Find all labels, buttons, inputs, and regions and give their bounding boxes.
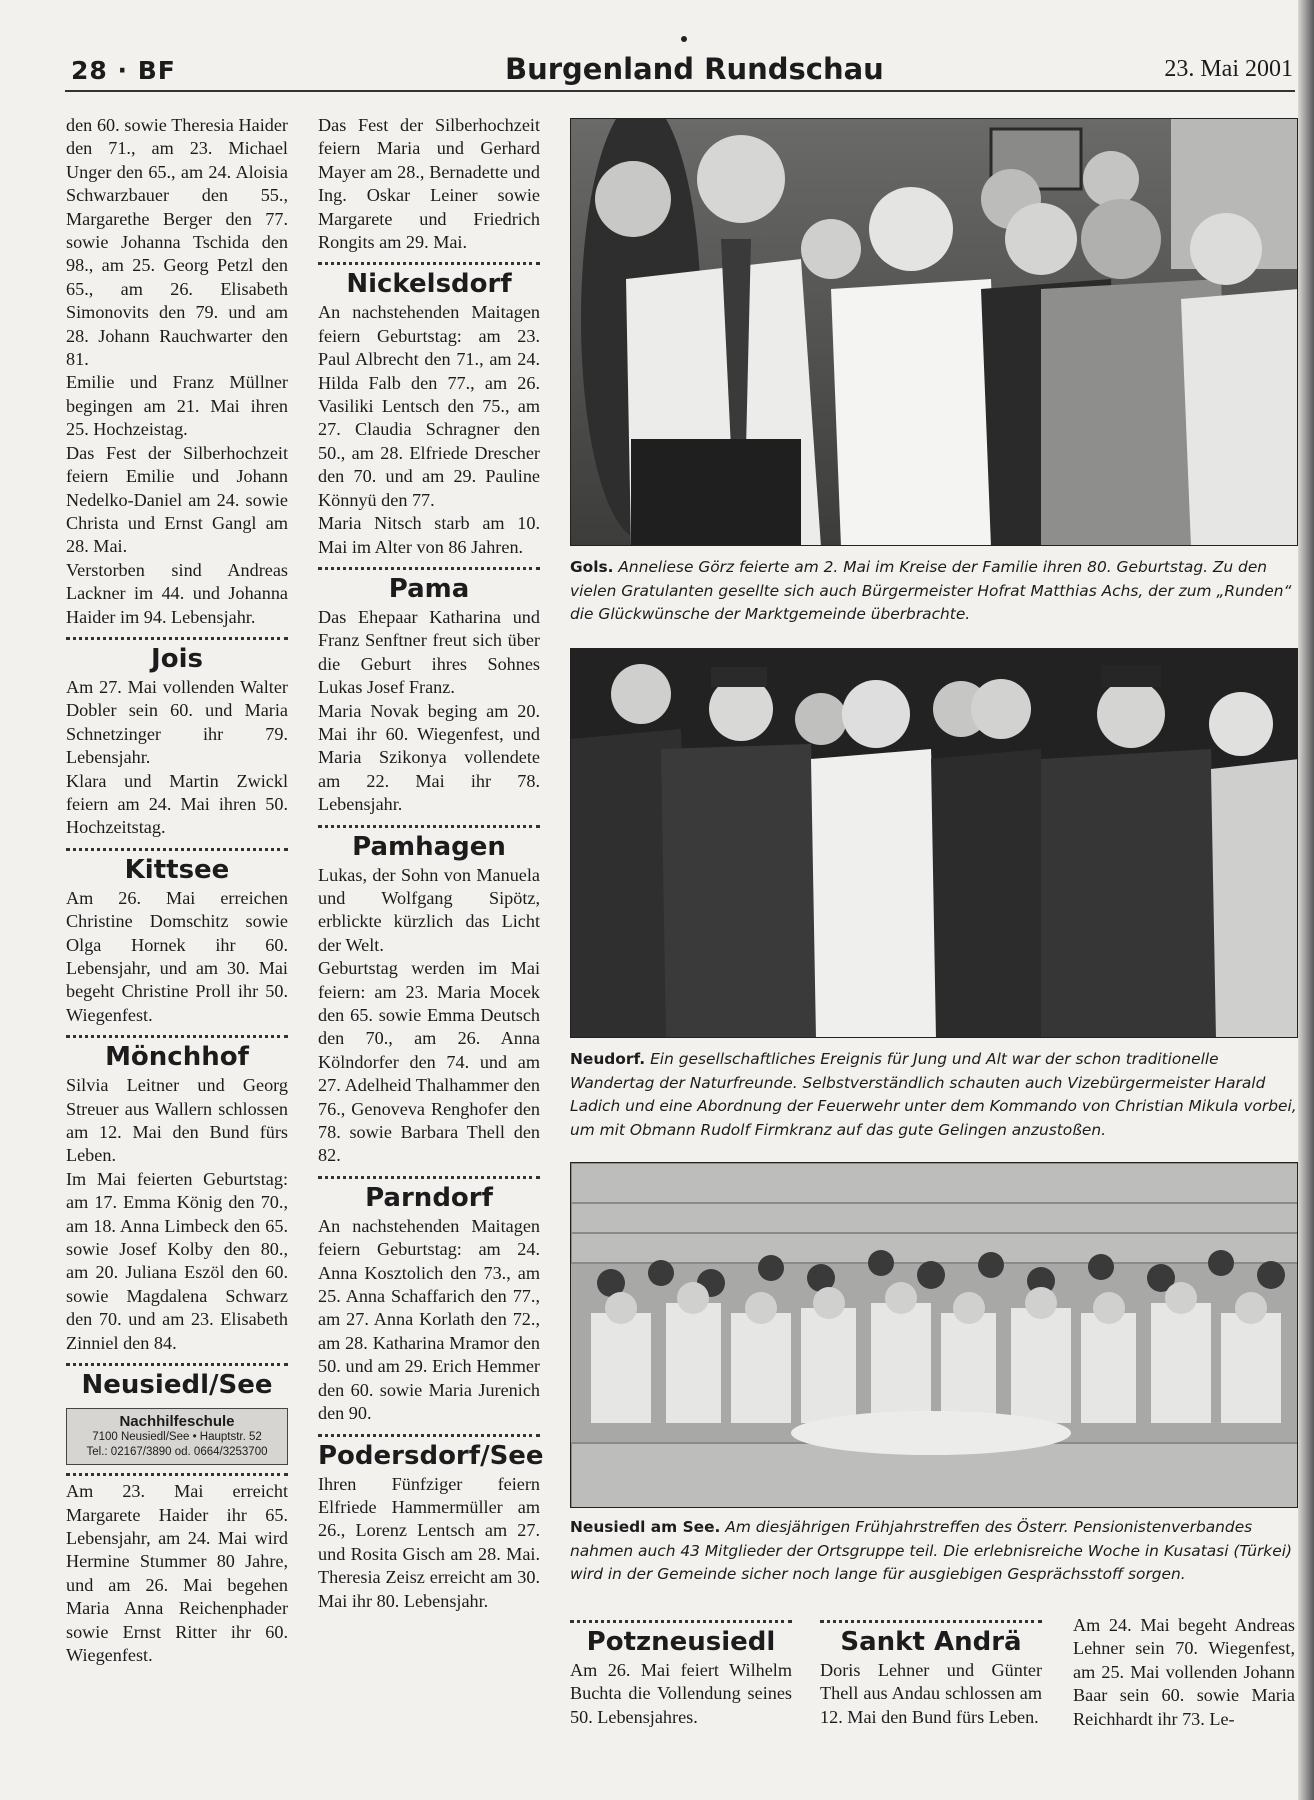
photo-neudorf-image xyxy=(571,649,1298,1038)
dotted-divider xyxy=(66,637,288,640)
section-heading-nickelsdorf: Nickelsdorf xyxy=(346,269,512,300)
article-text: Das Ehepaar Katharina und Franz Senftner freut sich über die Geburt ihres Sohnes Lukas Josef Franz. xyxy=(318,606,540,698)
section-heading-podersdorf: Podersdorf/See xyxy=(318,1440,544,1471)
photo-neudorf-wandertag xyxy=(570,648,1298,1038)
bottom-column-3 xyxy=(1073,1614,1295,1731)
section-heading-sankt-andrae: Sankt Andrä xyxy=(840,1627,1022,1657)
article-text: Am 23. Mai erreicht Margarete Haider ihr 65. Lebensjahr, am 24. Mai wird Hermine Stummer 80 Jahre, und am 26. Mai begehen Maria Anna Reichenphader sowie Ernst Ritter ihr 60. Wiegenfest. xyxy=(66,1481,288,1665)
article-text: Maria Nitsch starb am 10. Mai im Alter von 86 Jahren. xyxy=(318,513,540,557)
article-text: An nachstehenden Maitagen feiern Geburtstag: am 23. Paul Albrecht den 71., am 24. Hilda Falb den 77., am 26. Vasiliki Lentsch den 75., am 27. Claudia Schragner den 50., am 28. Elfriede Drescher den 70. und am 29. Pauline Könnyü den 77. xyxy=(318,302,540,510)
photo-caption-neusiedl xyxy=(570,1516,1300,1587)
photo-gols-image xyxy=(571,119,1298,546)
article-text: Lukas, der Sohn von Manuela und Wolfgang Sipötz, erblickte kürzlich das Licht der Welt. xyxy=(318,864,540,955)
article-text: Am 26. Mai feiert Wilhelm Buchta die Vollendung seines 50. Lebensjahres. xyxy=(570,1660,792,1727)
section-heading-kittsee: Kittsee xyxy=(124,854,230,885)
caption-text: Ein gesellschaftliches Ereignis für Jung und Alt war der schon traditionelle Wandertag der Naturfreunde. Selbstverständlich schauten auch Vizebürgermeister Harald Ladich und eine Abordnung der Feuerwehr unter dem Kommando von Christian Mikula vorbei, um mit Obmann Rudolf Firmkranz auf das gute Gelingen anzustoßen. xyxy=(570,1050,1297,1139)
header-dot xyxy=(681,36,687,42)
article-text: Das Fest der Silberhochzeit feiern Maria und Gerhard Mayer am 28., Bernadette und Ing. Oskar Leiner sowie Margarete und Friedrich Rongits am 29. Mai. xyxy=(318,115,540,253)
section-heading-moenchhof: Mönchhof xyxy=(105,1042,249,1073)
page-number: 28 · BF xyxy=(71,56,176,85)
article-text: Ihren Fünfziger feiern Elfriede Hammermüller am 26., Lorenz Lentsch am 27. und Rosita Gisch am 28. Mai. Theresia Zeisz erreicht am 30. Mai ihr 80. Lebensjahr. xyxy=(318,1473,540,1611)
dotted-divider xyxy=(318,1176,540,1179)
caption-place: Neusiedl am See. xyxy=(570,1518,721,1536)
page-edge xyxy=(1298,0,1314,1800)
dotted-divider xyxy=(66,1363,288,1366)
issue-date: 23. Mai 2001 xyxy=(1164,56,1293,82)
article-text: An nachstehenden Maitagen feiern Geburtstag: am 24. Anna Kosztolich den 73., am 25. Anna Schaffarich den 77., am 27. Anna Korlath den 72., am 28. Katharina Mramor den 50. und am 29. Erich Hemmer den 60. sowie Maria Jurenich den 90. xyxy=(318,1215,540,1424)
text-column-1 xyxy=(66,114,288,1667)
ad-title: Nachhilfeschule xyxy=(119,1413,235,1431)
article-text: Silvia Leitner und Georg Streuer aus Wallern schlossen am 12. Mai den Bund fürs Leben. xyxy=(66,1075,288,1166)
ad-address: 7100 Neusiedl/See • Hauptstr. 52 xyxy=(92,1431,262,1444)
article-text: Am 26. Mai erreichen Christine Domschitz sowie Olga Hornek ihr 60. Lebensjahr, und am 30. Mai begeht Christine Proll ihr 50. Wiegenfest. xyxy=(66,887,288,1025)
text-column-2 xyxy=(318,114,544,1613)
dotted-divider xyxy=(66,848,288,851)
article-text: Emilie und Franz Müllner begingen am 21. Mai ihren 25. Hochzeistag. xyxy=(66,372,288,440)
page-header xyxy=(65,48,1295,92)
photo-caption-neudorf xyxy=(570,1048,1300,1142)
article-text: Klara und Martin Zwickl feiern am 24. Mai ihren 50. Hochzeitstag. xyxy=(66,770,288,838)
article-text: Maria Novak beging am 20. Mai ihr 60. Wiegenfest, und Maria Szikonya vollendete am 22. Mai ihr 78. Lebensjahr. xyxy=(318,700,540,815)
ad-phone: Tel.: 02167/3890 od. 0664/3253700 xyxy=(86,1446,268,1459)
caption-text: Anneliese Görz feierte am 2. Mai im Kreise der Familie ihren 80. Geburtstag. Zu den vielen Gratulanten gesellte sich auch Bürgermeister Hofrat Matthias Achs, der zum „Runden“ die Glückwünsche der Marktgemeinde überbrachte. xyxy=(570,558,1292,624)
article-text: Im Mai feierten Geburtstag: am 17. Emma König den 70., am 18. Anna Limbeck den 65. sowie Josef Kolby den 80., am 20. Juliana Eszöl den 60. sowie Magdalena Schwarz den 70. und am 23. Elisabeth Zinniel den 84. xyxy=(66,1168,288,1353)
bottom-column-2 xyxy=(820,1612,1042,1729)
photo-caption-gols xyxy=(570,556,1300,627)
caption-place: Gols. xyxy=(570,558,614,576)
article-text: Doris Lehner und Günter Thell aus Andau schlossen am 12. Mai den Bund fürs Leben. xyxy=(820,1660,1042,1727)
section-heading-pamhagen: Pamhagen xyxy=(352,831,506,862)
dotted-divider xyxy=(318,825,540,828)
section-heading-pama: Pama xyxy=(388,573,470,604)
article-text: Am 24. Mai begeht Andreas Lehner sein 70. Wiegenfest, am 25. Mai vollenden Johann Baar sein 60. sowie Maria Reichhardt ihr 73. Le- xyxy=(1073,1615,1295,1729)
article-text: Am 27. Mai vollenden Walter Dobler sein 60. und Maria Schnetzinger ihr 79. Lebensjahr. xyxy=(66,676,288,768)
header-rule xyxy=(65,90,1295,92)
dotted-divider xyxy=(66,1035,288,1038)
article-text: Verstorben sind Andreas Lackner im 44. und Johanna Haider im 94. Lebensjahr. xyxy=(66,559,288,627)
article-text: den 60. sowie Theresia Haider den 71., am 23. Michael Unger den 65., am 24. Aloisia Schwarzbauer den 55., Margarethe Berger den 77. sowie Johanna Tschida den 98., am 25. Georg Petzl den 65., am 26. Elisabeth Simonovits den 79. und am 28. Johann Rauchwarter den 81. xyxy=(66,115,288,370)
section-heading-parndorf: Parndorf xyxy=(365,1182,493,1213)
bottom-column-1 xyxy=(570,1612,792,1729)
caption-place: Neudorf. xyxy=(570,1050,646,1068)
newspaper-title: Burgenland Rundschau xyxy=(505,52,884,86)
section-heading-jois: Jois xyxy=(151,643,203,674)
photo-gols-birthday xyxy=(570,118,1298,546)
advertisement-box xyxy=(66,1408,288,1465)
article-text: Geburtstag werden im Mai feiern: am 23. Maria Mocek den 65. sowie Emma Deutsch den 70., am 26. Anna Kölndorfer den 74. und am 27. Adelheid Thalhammer den 76., Genoveva Renghofer den 78. sowie Barbara Thell den 82. xyxy=(318,958,540,1166)
article-text: Das Fest der Silberhochzeit feiern Emilie und Johann Nedelko-Daniel am 24. sowie Christa und Ernst Gangl am 28. Mai. xyxy=(66,442,288,557)
caption-text: Am diesjährigen Frühjahrstreffen des Österr. Pensionistenverbandes nahmen auch 43 Mitglieder der Ortsgruppe teil. Die erlebnisreiche Woche in Kusatasi (Türkei) wird in der Gemeinde sicher noch lange für ausgiebigen Gesprächsstoff sorgen. xyxy=(570,1518,1292,1584)
photo-neusiedl-image xyxy=(571,1163,1298,1508)
photo-neusiedl-pensioners xyxy=(570,1162,1298,1508)
dotted-divider xyxy=(570,1620,792,1623)
section-heading-potzneusiedl: Potzneusiedl xyxy=(586,1627,776,1657)
dotted-divider xyxy=(66,1473,288,1476)
dotted-divider xyxy=(820,1620,1042,1623)
dotted-divider xyxy=(318,1434,540,1437)
dotted-divider xyxy=(318,567,540,570)
dotted-divider xyxy=(318,262,540,265)
section-heading-neusiedl: Neusiedl/See xyxy=(81,1370,273,1401)
